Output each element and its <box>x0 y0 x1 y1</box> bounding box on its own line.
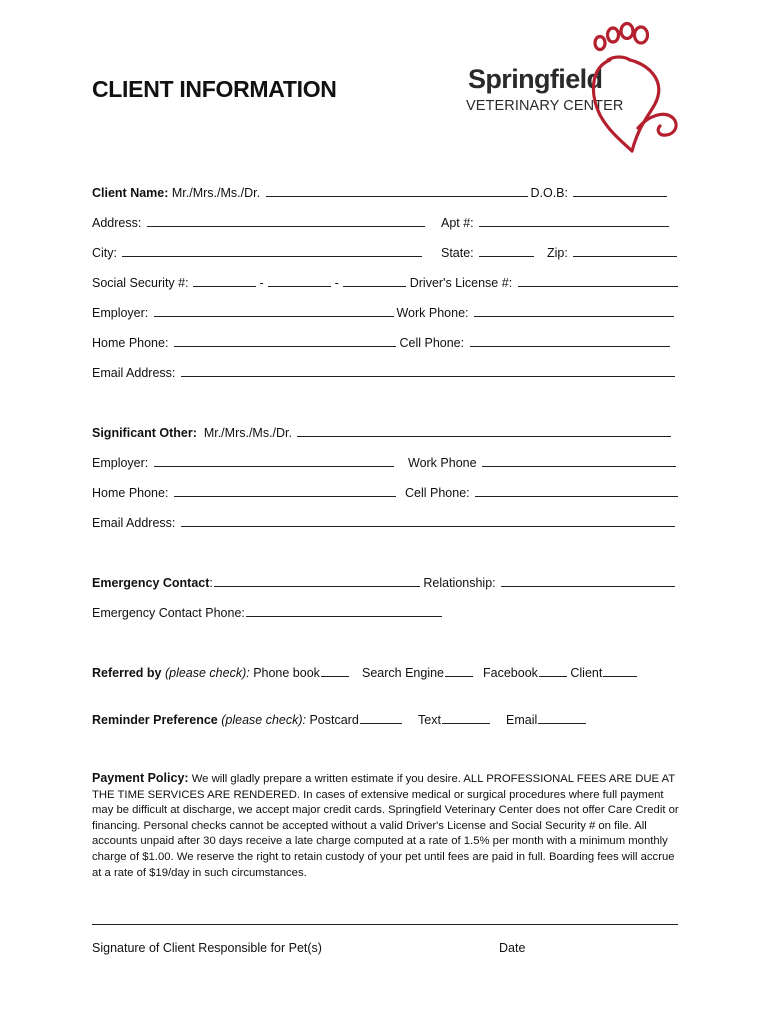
cell-phone-field[interactable] <box>470 333 670 347</box>
ssn-field-part2[interactable] <box>268 273 331 287</box>
city-label: City: <box>92 246 121 260</box>
client-name-label: Client Name: <box>92 186 169 200</box>
reminder-option-postcard: Postcard <box>306 713 359 727</box>
home-phone-field[interactable] <box>174 333 396 347</box>
zip-field[interactable] <box>573 243 677 257</box>
ssn-field-part1[interactable] <box>193 273 256 287</box>
state-label: State: <box>441 246 478 260</box>
reminder-preference-hint: (please check): <box>217 713 306 727</box>
payment-policy <box>92 771 684 881</box>
referred-facebook-checkbox[interactable] <box>539 663 567 677</box>
ssn-dash: - <box>331 276 343 290</box>
dob-field[interactable] <box>573 183 667 197</box>
referred-option-phone-book: Phone book <box>249 666 320 680</box>
employer-field[interactable] <box>154 303 394 317</box>
ssn-field-part3[interactable] <box>343 273 406 287</box>
signature-label: Signature of Client Responsible for Pet(s) <box>92 941 322 955</box>
home-phone-label: Home Phone: <box>92 336 172 350</box>
so-work-phone-label: Work Phone <box>408 456 481 470</box>
significant-other-name-field[interactable] <box>297 423 671 437</box>
work-phone-field[interactable] <box>474 303 674 317</box>
cell-phone-label: Cell Phone: <box>396 336 468 350</box>
so-employer-label: Employer: <box>92 456 152 470</box>
so-home-phone-label: Home Phone: <box>92 486 172 500</box>
date-label: Date <box>499 941 526 955</box>
paw-heart-icon <box>580 20 690 158</box>
payment-policy-text: We will gladly prepare a written estimate if you desire. ALL PROFESSIONAL FEES ARE DUE AT THE TIME SERVICES ARE RENDERED. In cases of extensive medical or surgical procedures where full payment may be difficult at discharge, we accept major credit cards. Springfield Veterinary Center does not offer Care Credit or financing. Personal checks cannot be accepted without a valid Driver's License and Social Security # on file. All accounts unpaid after 30 days receive a late charge computed at a rate of 1.5% per month with a minimum monthly charge of $1.00. We reserve the right to retain custody of your pet until fees are paid in full. Boarding fees will accrue at a rate of $19/day in such circumstances. <box>92 773 679 879</box>
referred-search-engine-checkbox[interactable] <box>445 663 473 677</box>
reminder-text-checkbox[interactable] <box>442 710 490 724</box>
emergency-contact-field[interactable] <box>214 573 420 587</box>
relationship-field[interactable] <box>501 573 675 587</box>
logo <box>462 18 692 158</box>
apt-label: Apt #: <box>441 216 478 230</box>
reminder-email-checkbox[interactable] <box>538 710 586 724</box>
ssn-dash: - <box>256 276 268 290</box>
so-employer-field[interactable] <box>154 453 394 467</box>
state-field[interactable] <box>479 243 534 257</box>
employer-label: Employer: <box>92 306 152 320</box>
emergency-phone-field[interactable] <box>246 603 442 617</box>
logo-brand: Springfield <box>468 64 603 94</box>
reminder-postcard-checkbox[interactable] <box>360 710 402 724</box>
payment-policy-label: Payment Policy: <box>92 771 189 785</box>
so-email-label: Email Address: <box>92 516 179 530</box>
relationship-label: Relationship: <box>419 576 500 590</box>
emergency-contact-colon: : <box>209 576 213 590</box>
referred-option-facebook: Facebook <box>483 666 538 680</box>
reminder-preference-label: Reminder Preference <box>92 713 218 727</box>
referred-by-label: Referred by <box>92 666 162 680</box>
referred-by-hint: (please check): <box>161 666 250 680</box>
city-field[interactable] <box>122 243 422 257</box>
client-name-field[interactable] <box>266 183 528 197</box>
email-field[interactable] <box>181 363 675 377</box>
reminder-option-email: Email <box>506 713 538 727</box>
address-label: Address: <box>92 216 145 230</box>
so-work-phone-field[interactable] <box>482 453 676 467</box>
address-field[interactable] <box>147 213 425 227</box>
drivers-license-label: Driver's License #: <box>406 276 516 290</box>
dob-label: D.O.B: <box>527 186 572 200</box>
so-home-phone-field[interactable] <box>174 483 396 497</box>
reminder-option-text: Text <box>418 713 441 727</box>
referred-client-checkbox[interactable] <box>603 663 637 677</box>
zip-label: Zip: <box>547 246 572 260</box>
so-cell-phone-label: Cell Phone: <box>405 486 474 500</box>
so-cell-phone-field[interactable] <box>475 483 678 497</box>
drivers-license-field[interactable] <box>518 273 678 287</box>
emergency-contact-label: Emergency Contact <box>92 576 210 590</box>
so-email-field[interactable] <box>181 513 675 527</box>
client-name-prefix: Mr./Mrs./Ms./Dr. <box>168 186 264 200</box>
emergency-phone-label: Emergency Contact Phone: <box>92 606 245 620</box>
email-label: Email Address: <box>92 366 179 380</box>
referred-phone-book-checkbox[interactable] <box>321 663 349 677</box>
significant-other-prefix: Mr./Mrs./Ms./Dr. <box>196 426 296 440</box>
referred-option-search-engine: Search Engine <box>362 666 445 680</box>
page-title: CLIENT INFORMATION <box>92 76 337 102</box>
signature-line[interactable] <box>92 924 678 925</box>
referred-option-client: Client <box>566 666 603 680</box>
logo-subtitle: VETERINARY CENTER <box>466 98 624 114</box>
apt-field[interactable] <box>479 213 669 227</box>
significant-other-label: Significant Other: <box>92 426 197 440</box>
work-phone-label: Work Phone: <box>393 306 472 320</box>
ssn-label: Social Security #: <box>92 276 193 290</box>
